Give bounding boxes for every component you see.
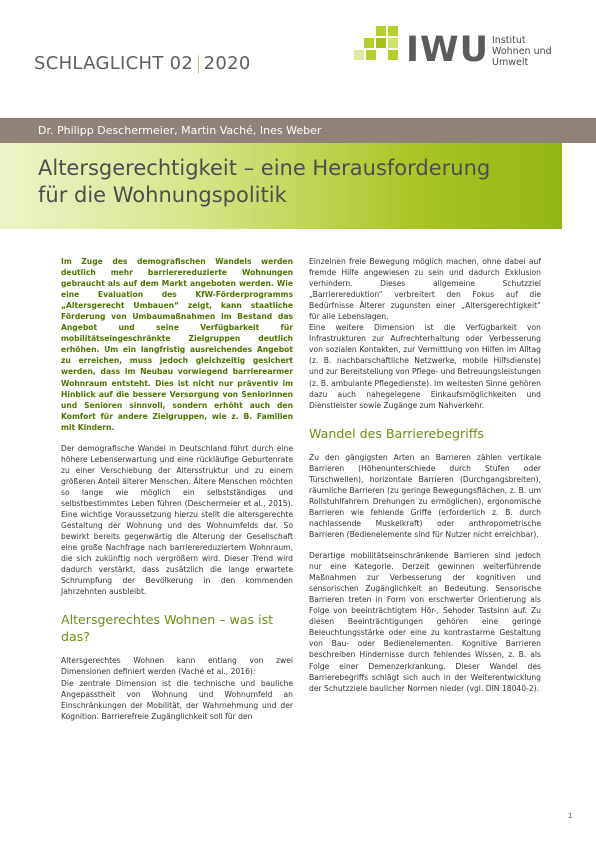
body-paragraph: Zu den gängigsten Arten an Barrieren zählen vertikale Barrieren (Höhenunterschiede durch Stufen oder Türschwellen), horizontale Barrieren (Durchgangsbreiten), räumliche Barrieren (zu geringe Bewegungsflächen, z. B. um Rollstuhlfahrern Drehungen zu ermöglichen), ergonomische Barrieren wie fehlende Griffe (erforderlich z. B. durch nachlassende Muskelkraft) oder anthropometrische Barrieren (Bedienelemente sind für Nutzer nicht erreichbar).: [309, 452, 541, 539]
section-heading: Wandel des Barrierebegriffs: [309, 425, 484, 441]
body-paragraph: Die zentrale Dimension ist die technische und bauliche Angepasstheit von Wohnung und Wohnumfeld an Einschränkungen der Mobilität, der Wahrnehmung und der Kognition. Barrierefreie Zugänglichkeit soll für den: [61, 678, 293, 721]
logo-line-2: Wohnen und: [492, 46, 552, 57]
logo-text: IWU: [406, 30, 490, 70]
body-paragraph: Eine weitere Dimension ist die Verfügbarkeit von Infrastrukturen zur Aufrechterhaltung oder Verbesserung von sozialen Kontakten, zur Vermittlung von Hilfen im Alltag (z. B. nachbarschaftliche Netzwerke, mobile Hilfsdienste) und zur Bereitstellung von Pflege- und Betreuungsleistungen (z. B. ambulante Pflegedienste). Im weitesten Sinne gehören dazu auch nahegelegene Einkaufsmöglichkeiten und Dienstleister sowie Zugänge zum Nahverkehr.: [309, 323, 541, 410]
logo-line-3: Umwelt: [492, 57, 529, 68]
logo-line-1: Institut: [492, 35, 526, 46]
document-title: [38, 155, 490, 209]
body-paragraph: Der demografische Wandel in Deutschland führt durch eine höhere Lebenserwartung und eine rückläufige Geburtenrate zu einer Verschiebung der Altersstruktur und zu einem größeren Anteil älterer Menschen. Ältere Menschen möchten so lange wie möglich ein selbstständiges und selbstbestimmtes Leben führen (Deschermeier et al., 2015). Eine wichtige Voraussetzung hierzu stellt die altersgerechte Gestaltung der Wohnung und des Wohnumfelds dar. So bewirkt bereits gegenwärtig die Alterung der Gesellschaft eine große Nachfrage nach barrierereduziertem Wohnraum, die sich zukünftig noch vergrößern wird. Dieser Trend wird dadurch verstärkt, dass zusätzlich die lange erwartete Schrumpfung der Bevölkerung in den kommenden Jahrzehnten ausbleibt.: [61, 443, 293, 597]
series-label: SCHLAGLICHT 02: [34, 53, 194, 74]
left-column: [61, 256, 293, 732]
logo-subtitle: [492, 35, 552, 68]
publication-series-title: [34, 53, 251, 74]
body-paragraph: Derartige mobilitätseinschränkende Barrieren sind jedoch nur eine Kategorie. Derzeit gewinnen weiterführende Maßnahmen zur Verbesserung der kognitiven und sensorischen Zugänglichkeit an Bedeutung. Sensorische Barrieren treten in Form von erschwerter Orientierung als Folge von beeinträchtigtem Hör-, Sehoder Tastsinn auf. Zu diesen Beeinträchtigungen gehören eine geringe Beleuchtungsstärke oder eine zu kontrastarme Gestaltung von Bau- oder Bedienelementen. Kognitive Barrieren beschreiben Hindernisse durch fehlendes Wissen, z. B. als Folge einer Demenzerkrankung. Dieser Wandel des Barrierebegriffs schlägt sich auch in der Weiterentwicklung der Schutzziele baulicher Normen nieder (vgl. DIN 18040-2).: [309, 551, 541, 693]
title-band: [0, 143, 562, 229]
authors-bar: Dr. Philipp Deschermeier, Martin Vaché, Ines Weber: [0, 118, 596, 143]
page-number: 1: [568, 812, 573, 820]
body-paragraph: Einzelnen freie Bewegung möglich machen, ohne dabei auf fremde Hilfe angewiesen zu sein und dadurch Exklusion verhindern. Dieses allgemeine Schutzziel „Barrierereduktion“ verbreitert den Fokus auf die Bedürfnisse Älterer zugunsten einer „Altersgerechtigkeit“ für alle Lebenslagen.: [309, 257, 541, 322]
logo-mark-icon: [352, 24, 404, 72]
title-line-1: Altersgerechtigkeit – eine Herausforderung: [38, 156, 491, 180]
iwu-logo: [352, 22, 562, 80]
series-year: 2020: [203, 53, 251, 74]
right-column: [309, 256, 541, 704]
body-paragraph: Altersgerechtes Wohnen kann entlang von zwei Dimensionen definiert werden (Vaché et al., 2016):: [61, 656, 293, 677]
section-heading: Altersgerechtes Wohnen – was ist das?: [61, 612, 274, 645]
title-line-2: für die Wohnungspolitik: [38, 183, 287, 207]
title-separator: |: [195, 53, 202, 74]
lead-paragraph: Im Zuge des demografischen Wandels werden deutlich mehr barrierereduzierte Wohnungen gebraucht als auf dem Markt angeboten werden. Wie eine Evaluation des KfW-Förderprogramms „Altersgerecht Umbauen“ zeigt, kann staatliche Förderung von Umbaumaßnahmen im Bestand das Angebot und seine Verfügbarkeit für mobilitätseingeschränkte Zielgruppen deutlich erhöhen. Um ein langfristig ausreichendes Angebot zu erreichen, muss jedoch gleichzeitig gesichert werden, dass im Neubau vorwiegend barrierearmer Wohnraum entsteht. Dies ist nicht nur präventiv im Hinblick auf die bessere Versorgung von Seniorinnen und Senioren sinnvoll, sondern erhöht auch den Komfort für andere Zielgruppen, wie z. B. Familien mit Kindern.: [61, 257, 293, 432]
